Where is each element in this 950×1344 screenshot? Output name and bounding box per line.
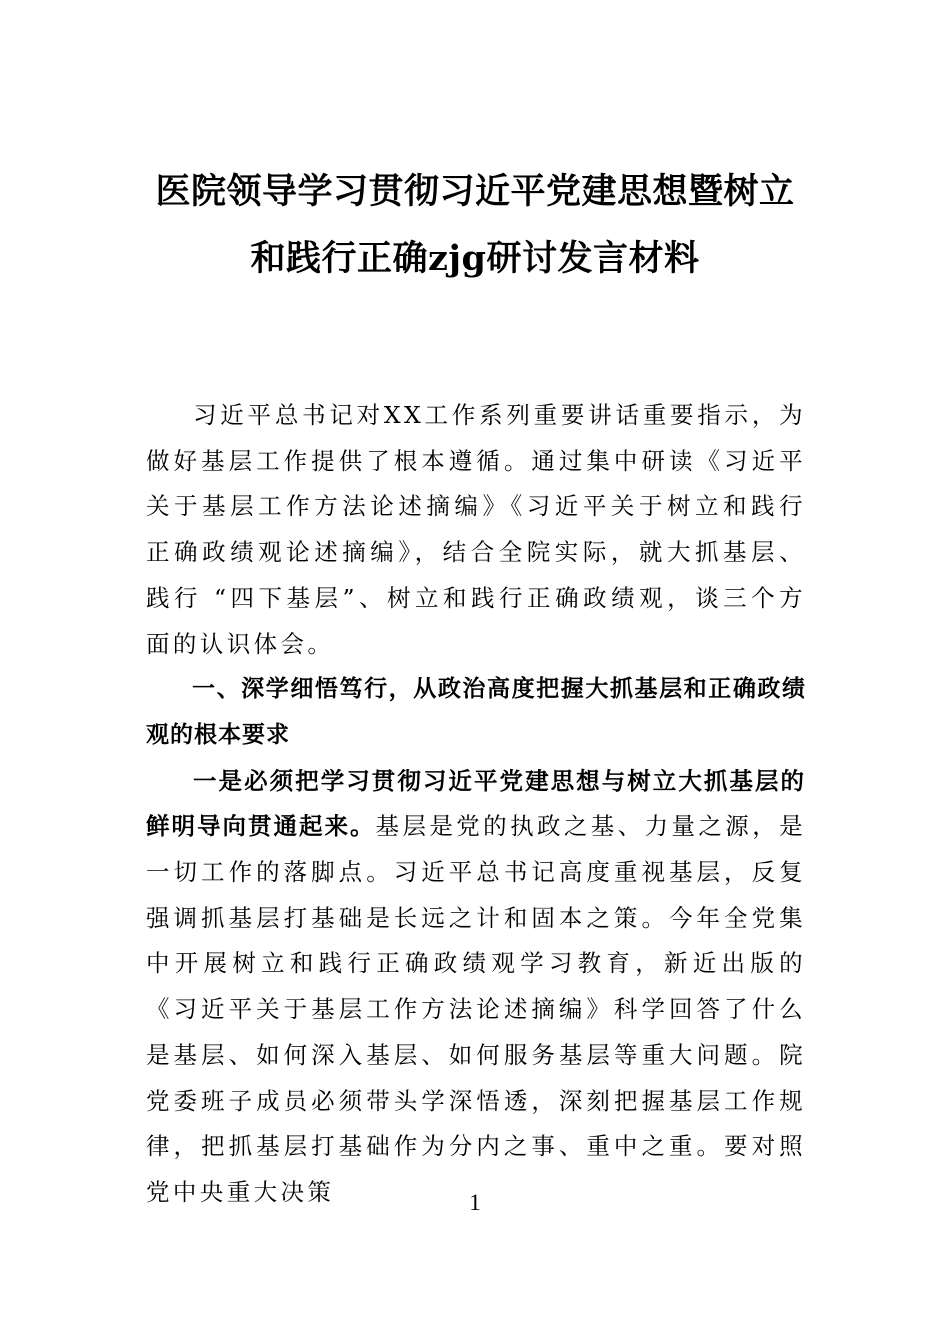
page-number: 1 [469,1190,481,1215]
document-body [146,393,806,1216]
title-line-2: 和践行正确zjg研讨发言材料 [250,238,700,279]
intro-paragraph: 习近平总书记对XX工作系列重要讲话重要指示，为做好基层工作提供了根本遵循。通过集中研读《习近平关于基层工作方法论述摘编》《习近平关于树立和践行正确政绩观论述摘编》，结合全院实际，就大抓基层、践行 “四下基层”、树立和践行正确政绩观，谈三个方面的认识体会。 [146,401,806,658]
title-line-1: 医院领导学习贯彻习近平党建思想暨树立 [155,171,795,212]
point-1-lead: 一是必须把学习贯彻习近平党建思想与树立大抓基层的鲜明导向贯通起来。 [146,766,806,841]
point-1-paragraph [146,759,806,1216]
point-1-body: 基层是党的执政之基、力量之源，是一切工作的落脚点。习近平总书记高度重视基层，反复强调抓基层打基础是长远之计和固本之策。今年全党集中开展树立和践行正确政绩观学习教育，新近出版的《习近平关于基层工作方法论述摘编》科学回答了什么是基层、如何深入基层、如何服务基层等重大问题。院党委班子成员必须带头学深悟透，深刻把握基层工作规律，把抓基层打基础作为分内之事、重中之重。要对照党中央重大决策 [146,812,807,1206]
document-title [140,168,810,282]
section-heading-1: 一、深学细悟笃行，从政治高度把握大抓基层和正确政绩观的根本要求 [146,676,806,748]
